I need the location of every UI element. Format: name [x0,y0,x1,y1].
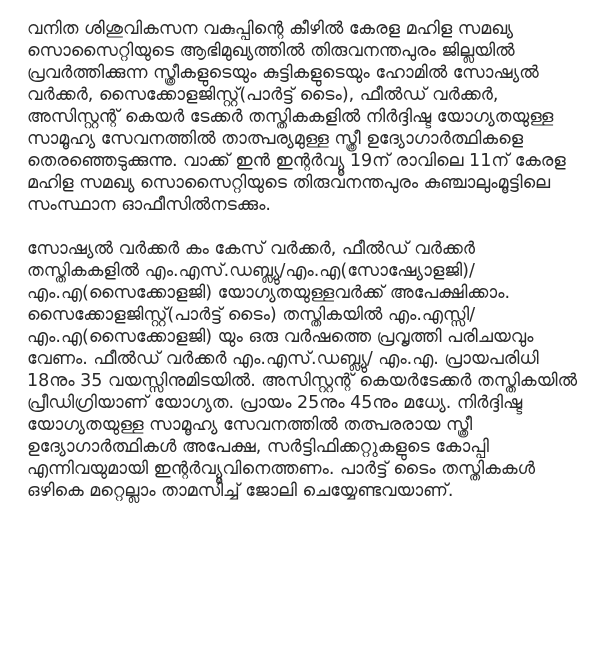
article-body [27,18,582,502]
paragraph-intro: വനിത ശിശുവികസന വകുപ്പിന്റെ കീഴിൽ കേരള മഹിള സമഖ്യ സൊസൈറ്റിയുടെ ആഭിമുഖ്യത്തിൽ തിരുവനന്തപുരം ജില്ലയിൽ പ്രവർത്തിക്കുന്ന സ്ത്രീകളുടെയും കുട്ടികളുടെയും ഹോമിൽ സോഷ്യൽ വർക്കർ, സൈക്കോളജിസ്റ്റ്(പാർട്ട് ടൈം), ഫീൽഡ് വർക്കർ, അസിസ്റ്റന്റ് കെയർ ടേക്കർ തസ്തികകളിൽ നിർദ്ദിഷ്ട യോഗ്യതയുള്ള സാമൂഹ്യ സേവനത്തിൽ താത്പര്യമുള്ള സ്ത്രീ ഉദ്യോഗാർത്ഥികളെ തെരഞ്ഞെടുക്കുന്നു. വാക്ക് ഇൻ ഇന്റർവ്യൂ 19ന് രാവിലെ 11ന് കേരള മഹിള സമഖ്യ സൊസൈറ്റിയുടെ തിരുവനന്തപുരം കുഞ്ചാലുംമൂട്ടിലെ സംസ്ഥാന ഓഫീസിൽനടക്കും. [27,19,566,215]
paragraph-eligibility: സോഷ്യൽ വർക്കർ കം കേസ് വർക്കർ, ഫീൽഡ് വർക്കർ തസ്തികകളിൽ എം.എസ്.ഡബ്ല്യു/എം.എ(സോഷ്യോളജി)/എം.എ(സൈക്കോളജി) യോഗ്യതയുള്ളവർക്ക് അപേക്ഷിക്കാം. സൈക്കോളജിസ്റ്റ്(പാർട്ട് ടൈം) തസ്തികയിൽ എം.എസ്സി/ എം.എ(സൈക്കോളജി) യും ഒരു വർഷത്തെ പ്രവൃത്തി പരിചയവും വേണം. ഫീൽഡ് വർക്കർ എം.എസ്.ഡബ്ല്യു/ എം.എ. പ്രായപരിധി 18നും 35 വയസ്സിനുമിടയിൽ. അസിസ്റ്റന്റ് കെയർടേക്കർ തസ്തികയിൽ പ്രീഡിഗ്രിയാണ് യോഗ്യത. പ്രായം 25നും 45നും മധ്യേ. നിർദ്ദിഷ്ട യോഗ്യതയുള്ള സാമൂഹ്യ സേവനത്തിൽ തത്പരരായ സ്ത്രീ ഉദ്യോഗാർത്ഥികൾ അപേക്ഷ, സർട്ടിഫിക്കറ്റുകളുടെ കോപ്പി എന്നിവയുമായി ഇന്റർവ്യൂവിനെത്തണം. പാർട്ട് ടൈം തസ്തികകൾ ഒഴികെ മറ്റെല്ലാം താമസിച്ച് ജോലി ചെയ്യേണ്ടവയാണ്. [27,239,578,501]
